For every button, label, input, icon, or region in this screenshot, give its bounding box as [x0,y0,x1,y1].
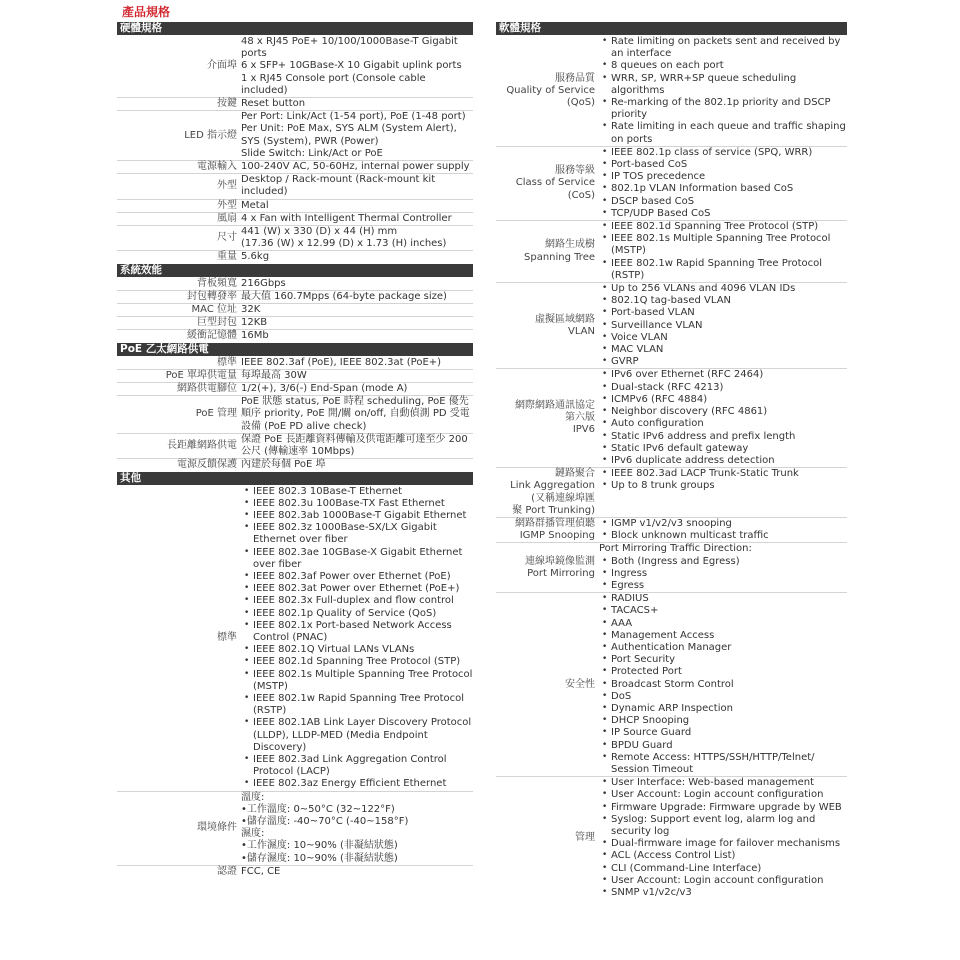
spec-bullet: • IEEE 802.1d Spanning Tree Protocol (STP) [611,221,847,233]
spec-bullet: • Rate limiting in each queue and traffic shaping on ports [611,121,847,145]
spec-value-line: 5.6kg [241,251,270,263]
spec-bullet: • IEEE 802.1s Multiple Spanning Tree Protocol (MSTP) [253,669,473,693]
spec-value-line: Reset button [241,98,306,110]
spec-label-line: 緩衝記憶體 [187,330,237,342]
spec-value [599,36,847,146]
spec-label-line: 尺寸 [217,232,237,244]
spec-label [117,383,241,395]
spec-bullet: • Port-based CoS [611,159,847,171]
spec-row [117,278,473,291]
spec-label-line: 鏈路聚合 [555,468,595,480]
spec-value [241,291,473,303]
spec-label [117,36,241,97]
spec-label [117,174,241,198]
spec-label-line: 電源反饋保護 [177,459,237,471]
spec-row [496,147,847,221]
spec-value-line: Per Port: Link/Act (1-54 port), PoE (1-48 port) [241,111,466,123]
spec-label [117,213,241,225]
spec-bullet: • SNMP v1/v2c/v3 [611,887,847,899]
spec-label-line: 網路群播管理偵聽 [515,517,595,529]
spec-label-line: 安全性 [565,678,595,690]
spec-row [496,283,847,369]
spec-value [599,468,847,517]
spec-bullet: • DSCP based CoS [611,196,847,208]
section-header: 其他 [117,472,473,485]
spec-value-line: 最大值 160.7Mpps (64-byte package size) [241,290,447,302]
spec-label-line: 按鍵 [217,98,237,110]
spec-bullet: • AAA [611,618,847,630]
spec-value [241,357,473,369]
spec-value-line: 保證 PoE 長距離資料傳輸及供電距離可達至少 200 公尺 (傳輸速率 10Mbps) [241,433,468,458]
spec-bullet: • IEEE 802.3az Energy Efficient Ethernet [253,778,473,790]
spec-label-line: (QoS) [566,97,595,109]
spec-bullet: • IEEE 802.1p class of service (SPQ, WRR) [611,147,847,159]
spec-value [241,278,473,290]
spec-value-line: IEEE 802.3af (PoE), IEEE 802.3at (PoE+) [241,356,442,368]
spec-label-line: Port Mirroring [527,567,595,579]
spec-bullet: • Up to 256 VLANs and 4096 VLAN IDs [611,283,847,295]
spec-row [117,174,473,199]
spec-bullet: • Neighbor discovery (RFC 4861) [611,406,847,418]
spec-bullet: • Ingress [611,568,847,580]
spec-bullet: • IEEE 802.1p Quality of Service (QoS) [253,608,473,620]
spec-value-line: (17.36 (W) x 12.99 (D) x 1.73 (H) inches) [241,238,447,250]
spec-value [241,866,473,878]
spec-value [241,98,473,110]
spec-label-line: MAC 位址 [191,304,237,316]
spec-label-line: 管理 [575,832,595,844]
spec-bullet: • User Account: Login account configuration [611,875,847,887]
spec-row [496,221,847,283]
spec-bullet: • Authentication Manager [611,642,847,654]
spec-label-line: 介面埠 [207,60,237,72]
spec-bullet-list [599,468,847,492]
spec-row [117,370,473,383]
spec-value-line: 溫度: [241,791,265,803]
spec-label-line: (CoS) [567,189,595,201]
spec-value-line: Per Unit: PoE Max, SYS ALM (System Alert), SYS (System), PWR (Power) [241,123,457,147]
spec-label [117,792,241,865]
spec-label-line: Spanning Tree [524,251,595,263]
spec-bullet-list [241,486,473,791]
spec-value-line: •工作溫度: 0~50°C (32~122°F) [241,803,395,815]
spec-bullet-list [599,221,847,282]
spec-value [241,396,473,433]
spec-bullet-list [599,777,847,899]
spec-bullet: • CLI (Command-Line Interface) [611,863,847,875]
spec-row [117,304,473,317]
spec-bullet: • Static IPv6 address and prefix length [611,431,847,443]
spec-row [117,792,473,866]
section-header: PoE 乙太網路供電 [117,343,473,356]
spec-label-line: PoE 管理 [195,408,237,420]
section-rows [496,36,847,899]
spec-value [241,200,473,212]
spec-value [599,221,847,282]
spec-label-line: 封包轉發率 [187,290,237,302]
spec-label-line: Link Aggregation [510,480,595,492]
spec-label-line: IGMP Snooping [519,530,595,542]
spec-value [599,593,847,776]
spec-label-line: 網路供電腳位 [177,383,237,395]
spec-bullet: • Protected Port [611,666,847,678]
spec-label-line: 電源輸入 [197,161,237,173]
section-rows [117,357,473,472]
spec-row [496,36,847,147]
spec-value-line: •工作濕度: 10~90% (非凝結狀態) [241,840,398,852]
spec-bullet: • Syslog: Support event log, alarm log and security log [611,814,847,838]
spec-row [117,161,473,174]
spec-bullet: • IPv6 duplicate address detection [611,455,847,467]
spec-value [241,213,473,225]
spec-value-line: 內建於每個 PoE 埠 [241,459,326,471]
section-rows [117,36,473,264]
spec-value-line: 1 x RJ45 Console port (Console cable included) [241,72,426,96]
spec-label-line: VLAN [568,325,595,337]
section-rows [117,486,473,879]
spec-row [117,357,473,370]
spec-label-line: 風扇 [217,212,237,224]
spec-value [241,330,473,342]
section-header: 軟體規格 [496,22,847,35]
spec-value-line: 每埠最高 30W [241,369,307,381]
spec-label [117,434,241,458]
spec-label [496,221,599,282]
spec-bullet: • User Account: Login account configuration [611,789,847,801]
spec-row [496,543,847,593]
spec-label-line: Class of Service [515,177,595,189]
spec-value [241,226,473,250]
spec-label-line: 服務品質 [555,72,595,84]
spec-bullet: • IEEE 802.3at Power over Ethernet (PoE+) [253,583,473,595]
spec-bullet: • Surveillance VLAN [611,320,847,332]
spec-label [117,291,241,303]
spec-bullet: • TACACS+ [611,605,847,617]
spec-value-line: 216Gbps [241,277,286,289]
spec-bullet: • 8 queues on each port [611,60,847,72]
spec-value [241,383,473,395]
spec-row [117,251,473,263]
spec-bullet: • ACL (Access Control List) [611,850,847,862]
spec-value-line: 6 x SFP+ 10GBase-X 10 Gigabit uplink ports [241,60,462,72]
spec-label [496,518,599,542]
spec-bullet: • IEEE 802.1s Multiple Spanning Tree Protocol (MSTP) [611,233,847,257]
spec-bullet: • IEEE 802.3ad Link Aggregation Control Protocol (LACP) [253,754,473,778]
spec-value-line: Metal [241,199,269,211]
spec-label-line: 網路生成樹 [545,239,595,251]
spec-bullet: • IEEE 802.3af Power over Ethernet (PoE) [253,571,473,583]
spec-label-line: IPV6 [572,424,595,436]
spec-value [241,459,473,471]
spec-value-line: 48 x RJ45 PoE+ 10/100/1000Base-T Gigabit ports [241,36,458,60]
spec-label-line: 外型 [217,199,237,211]
spec-label-line: 服務等級 [555,165,595,177]
spec-bullet: • IEEE 802.1w Rapid Spanning Tree Protocol (RSTP) [611,258,847,282]
spec-bullet: • Auto configuration [611,418,847,430]
spec-bullet: • IEEE 802.3ae 10GBase-X Gigabit Ethernet over fiber [253,547,473,571]
spec-value-line: •儲存溫度: -40~70°C (-40~158°F) [241,815,409,827]
spec-label [496,543,599,592]
spec-bullet: • RADIUS [611,593,847,605]
spec-value-line: 濕度: [241,828,265,840]
spec-bullet: • IPv6 over Ethernet (RFC 2464) [611,369,847,381]
spec-row [117,486,473,792]
spec-bullet-list [599,518,847,542]
spec-value [599,543,847,592]
spec-label [117,304,241,316]
software-column [496,22,847,899]
spec-label-line: 標準 [217,631,237,643]
spec-label-line: 重量 [217,251,237,263]
spec-label [117,278,241,290]
spec-label-line: 虛擬區域網路 [535,313,595,325]
spec-bullet: • Broadcast Storm Control [611,679,847,691]
spec-label-line: 網際網路通訊協定 [515,399,595,411]
spec-label-line: (又稱連線埠匯 [531,492,595,504]
spec-value-line: Port Mirroring Traffic Direction: [599,543,752,555]
spec-value [599,283,847,368]
spec-row [496,593,847,777]
spec-row [117,200,473,213]
spec-bullet-list [599,556,847,593]
spec-label [117,161,241,173]
spec-bullet: • Re-marking of the 802.1p priority and DSCP priority [611,97,847,121]
spec-row [117,111,473,161]
spec-bullet: • Rate limiting on packets sent and received by an interface [611,36,847,60]
spec-label [117,200,241,212]
spec-bullet: • TCP/UDP Based CoS [611,208,847,220]
section-header: 系統效能 [117,264,473,277]
spec-label [117,866,241,878]
spec-label-line: 巨型封包 [197,317,237,329]
spec-bullet: • IEEE 802.1w Rapid Spanning Tree Protocol (RSTP) [253,693,473,717]
spec-bullet: • Both (Ingress and Egress) [611,556,847,568]
spec-bullet-list [599,369,847,467]
spec-value [241,434,473,458]
spec-bullet: • IEEE 802.3ad LACP Trunk-Static Trunk [611,468,847,480]
section-rows [117,278,473,343]
spec-value [241,251,473,263]
spec-bullet: • GVRP [611,356,847,368]
spec-value-line: 16Mb [241,330,269,342]
spec-value [241,161,473,173]
spec-value [599,369,847,467]
spec-value-line: 32K [241,304,261,316]
spec-row [117,434,473,459]
spec-row [117,226,473,251]
spec-label-line: 認證 [217,865,237,877]
spec-label-line: 連線埠鏡像監測 [525,555,595,567]
spec-label [496,369,599,467]
spec-value [241,792,473,865]
spec-label-line: 背板頻寬 [197,277,237,289]
spec-label-line: 聚 Port Trunking) [512,504,595,516]
spec-bullet: • IEEE 802.3x Full-duplex and flow control [253,595,473,607]
spec-value-line: 441 (W) x 330 (D) x 44 (H) mm [241,226,398,238]
spec-label [496,593,599,776]
spec-value [241,486,473,791]
spec-value-line: FCC, CE [241,865,281,877]
section-header: 硬體規格 [117,22,473,35]
spec-row [117,98,473,111]
spec-label [117,459,241,471]
spec-label-line: 環境條件 [197,822,237,834]
spec-label [117,370,241,382]
spec-label-line: PoE 單埠供電量 [165,369,237,381]
spec-label [117,357,241,369]
spec-row [117,383,473,396]
spec-bullet-list [599,147,847,220]
spec-label [117,330,241,342]
spec-bullet: • Dual-stack (RFC 4213) [611,382,847,394]
spec-bullet: • User Interface: Web-based management [611,777,847,789]
spec-label [117,251,241,263]
spec-bullet: • IEEE 802.1AB Link Layer Discovery Protocol (LLDP), LLDP-MED (Media Endpoint Discovery) [253,717,473,754]
spec-bullet: • IEEE 802.3 10Base-T Ethernet [253,486,473,498]
spec-label-line: 長距離網路供電 [167,439,237,451]
spec-label-line: 第六版 [565,412,595,424]
spec-bullet: • Management Access [611,630,847,642]
spec-value-line: PoE 狀態 status, PoE 時程 scheduling, PoE 優先順序 priority, PoE 開/關 on/off, 自動偵測 PD 受電設備 (PoE PD alive check) [241,396,470,432]
spec-row [117,866,473,878]
spec-value-line: 4 x Fan with Intelligent Thermal Controller [241,212,452,224]
spec-bullet: • Port-based VLAN [611,307,847,319]
spec-row [496,777,847,899]
spec-value [241,36,473,97]
spec-value [599,777,847,899]
spec-row [117,213,473,226]
spec-bullet: • IEEE 802.3ab 1000Base-T Gigabit Ethernet [253,510,473,522]
spec-row [117,459,473,471]
spec-label [117,98,241,110]
spec-value-line: 1/2(+), 3/6(-) End-Span (mode A) [241,383,408,395]
spec-value-line: 100-240V AC, 50-60Hz, internal power supply [241,161,470,173]
spec-value [599,518,847,542]
spec-value [599,147,847,220]
spec-row [117,36,473,98]
spec-bullet-list [599,283,847,368]
spec-bullet: • BPDU Guard [611,740,847,752]
spec-label [496,468,599,517]
spec-bullet: • 802.1p VLAN Information based CoS [611,183,847,195]
spec-value [241,370,473,382]
spec-value-line: 12KB [241,317,268,329]
spec-row [117,317,473,330]
spec-label [496,283,599,368]
spec-bullet: • IEEE 802.1Q Virtual LANs VLANs [253,644,473,656]
spec-bullet: • IEEE 802.3z 1000Base-SX/LX Gigabit Ethernet over fiber [253,522,473,546]
spec-bullet: • ICMPv6 (RFC 4884) [611,394,847,406]
spec-value [241,304,473,316]
spec-bullet: • Static IPv6 default gateway [611,443,847,455]
spec-bullet: • DHCP Snooping [611,715,847,727]
spec-label [117,317,241,329]
spec-bullet: • Voice VLAN [611,332,847,344]
spec-value-line: Slide Switch: Link/Act or PoE [241,147,383,159]
spec-label-line: 標準 [217,356,237,368]
spec-value-line: Desktop / Rack-mount (Rack-mount kit included) [241,174,436,198]
spec-label-line: 外型 [217,180,237,192]
spec-bullet: • 802.1Q tag-based VLAN [611,295,847,307]
spec-row [117,330,473,342]
spec-row [496,468,847,518]
spec-bullet: • Dynamic ARP Inspection [611,703,847,715]
spec-bullet-list [599,36,847,146]
spec-bullet: • Port Security [611,654,847,666]
spec-label [117,396,241,433]
spec-value [241,317,473,329]
spec-label [117,486,241,791]
spec-label [496,777,599,899]
spec-bullet-list [599,593,847,776]
spec-bullet: • IEEE 802.3u 100Base-TX Fast Ethernet [253,498,473,510]
spec-row [496,369,847,468]
spec-bullet: • IGMP v1/v2/v3 snooping [611,518,847,530]
spec-bullet: • IEEE 802.1x Port-based Network Access Control (PNAC) [253,620,473,644]
spec-value-line: •儲存濕度: 10~90% (非凝結狀態) [241,852,398,864]
spec-label [496,36,599,146]
spec-bullet: • IEEE 802.1d Spanning Tree Protocol (STP) [253,656,473,668]
spec-bullet: • IP Source Guard [611,727,847,739]
spec-bullet: • WRR, SP, WRR+SP queue scheduling algorithms [611,73,847,97]
spec-row [117,396,473,434]
page-title: 產品規格 [122,5,171,19]
spec-bullet: • Remote Access: HTTPS/SSH/HTTP/Telnet/ Session Timeout [611,752,847,776]
spec-bullet: • MAC VLAN [611,344,847,356]
spec-label-line: Quality of Service [506,84,595,96]
spec-label-line: LED 指示燈 [184,129,237,141]
spec-bullet: • Block unknown multicast traffic [611,530,847,542]
spec-bullet: • Firmware Upgrade: Firmware upgrade by WEB [611,802,847,814]
spec-bullet: • Up to 8 trunk groups [611,480,847,492]
spec-bullet: • IP TOS precedence [611,171,847,183]
spec-row [496,518,847,543]
spec-label [117,226,241,250]
spec-bullet: • Dual-firmware image for failover mechanisms [611,838,847,850]
spec-value [241,174,473,198]
spec-row [117,291,473,304]
spec-label [117,111,241,160]
spec-value [241,111,473,160]
spec-bullet: • Egress [611,580,847,592]
spec-label [496,147,599,220]
hardware-column [117,22,473,878]
spec-bullet: • DoS [611,691,847,703]
